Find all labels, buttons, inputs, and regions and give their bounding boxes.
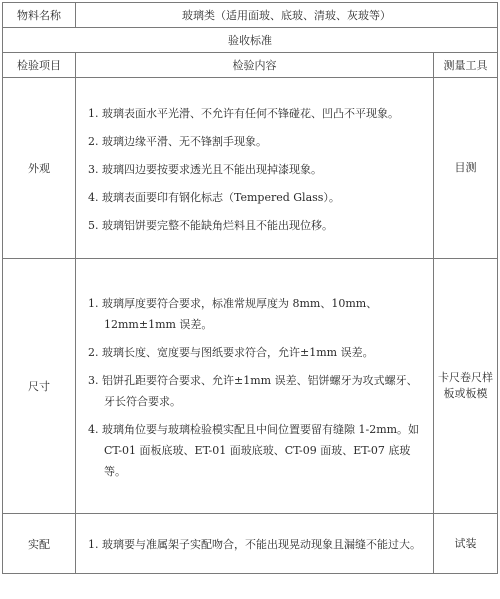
column-header-item: 检验项目 [3, 53, 76, 78]
inspection-content [76, 259, 434, 514]
acceptance-standard-title: 验收标准 [3, 28, 498, 53]
inspection-point: 4. 玻璃角位要与玻璃检验模实配且中间位置要留有缝隙 1-2mm。如 CT-01 面板底玻、ET-01 面玻底玻、CT-09 面玻、ET-07 底玻等。 [88, 422, 420, 478]
inspection-point: 5. 玻璃铝饼要完整不能缺角烂料且不能出现位移。 [88, 218, 333, 232]
table-row-fitting [3, 514, 498, 574]
material-name-row [3, 3, 498, 28]
table-row-dimension [3, 259, 498, 514]
acceptance-title-row [3, 28, 498, 53]
inspection-content [76, 514, 434, 574]
measuring-tool: 试装 [434, 514, 498, 574]
inspection-standard-table [2, 2, 498, 574]
inspection-point: 3. 铝饼孔距要符合要求、允许±1mm 误差、铝饼螺牙为攻式螺牙、牙长符合要求。 [88, 373, 418, 408]
table-row-appearance [3, 78, 498, 259]
inspection-item: 实配 [3, 514, 76, 574]
column-header-row [3, 53, 498, 78]
material-name-value: 玻璃类（适用面玻、底玻、清玻、灰玻等） [76, 3, 498, 28]
inspection-item: 外观 [3, 78, 76, 259]
inspection-point: 1. 玻璃表面水平光滑、不允许有任何不锋碰花、凹凸不平现象。 [88, 106, 399, 120]
inspection-content [76, 78, 434, 259]
measuring-tool: 目测 [434, 78, 498, 259]
inspection-point: 1. 玻璃厚度要符合要求，标准常规厚度为 8mm、10mm、12mm±1mm 误差。 [88, 296, 378, 331]
inspection-point: 4. 玻璃表面要印有钢化标志（Tempered Glass）。 [88, 190, 340, 204]
inspection-point: 2. 玻璃边缘平滑、无不锋割手现象。 [88, 134, 267, 148]
column-header-content: 检验内容 [76, 53, 434, 78]
inspection-point: 2. 玻璃长度、宽度要与图纸要求符合，允许±1mm 误差。 [88, 345, 374, 359]
inspection-item: 尺寸 [3, 259, 76, 514]
inspection-point: 3. 玻璃四边要按要求透光且不能出现掉漆现象。 [88, 162, 322, 176]
inspection-point: 1. 玻璃要与准属架子实配吻合，不能出现晃动现象且漏缝不能过大。 [88, 538, 421, 551]
column-header-tool: 测量工具 [434, 53, 498, 78]
material-name-label: 物料名称 [3, 3, 76, 28]
measuring-tool: 卡尺卷尺样板或板模 [434, 259, 498, 514]
